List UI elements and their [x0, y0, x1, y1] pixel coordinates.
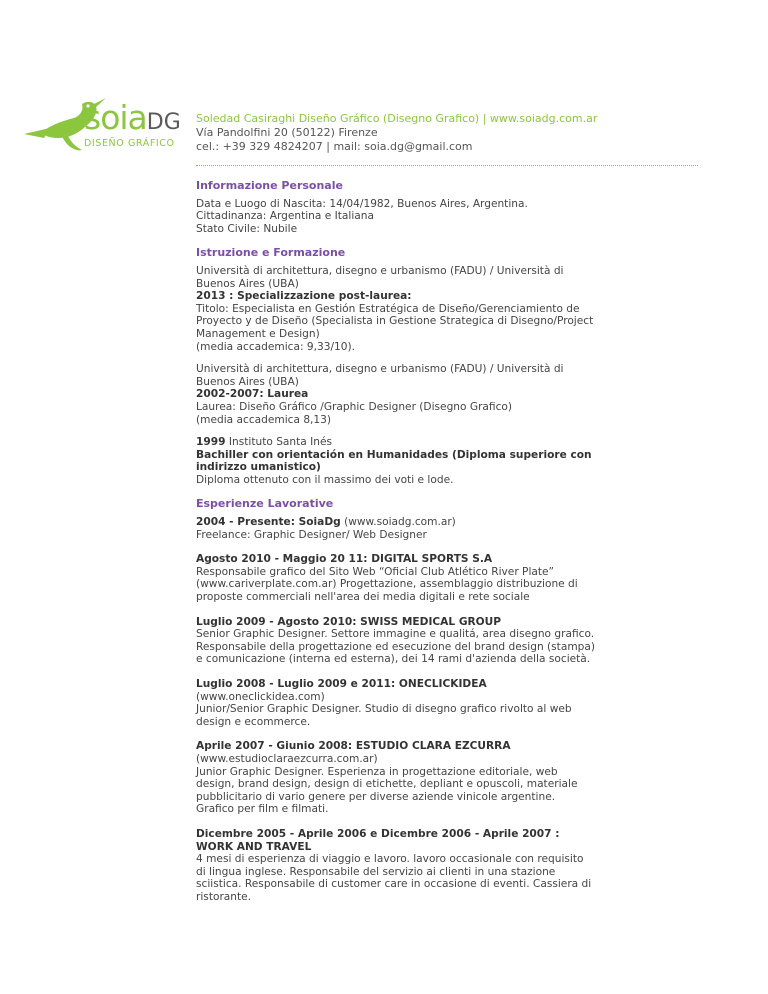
contact-header — [196, 112, 597, 154]
edu-institution-line: 1999 Instituto Santa Inés — [196, 436, 333, 449]
section-personal — [196, 180, 596, 235]
job-entry — [196, 828, 596, 904]
edu-heading: Bachiller con orientación en Humanidades (Diploma superiore con indirizzo umanistico) — [196, 448, 592, 474]
job-heading: Aprile 2007 - Giunio 2008: ESTUDIO CLARA EZCURRA (www.estudioclaraezcurra.com.ar) — [196, 740, 511, 765]
cv-content — [196, 180, 596, 916]
header-line-name: Soledad Casiraghi Diseño Gráfico (Disegno Grafico) | www.soiadg.com.ar — [196, 112, 598, 125]
section-education — [196, 247, 596, 486]
job-description: Junior Graphic Designer. Esperienza in progettazione editoriale, web design, brand design, design di etichette, depliant e opuscoli, materiale pubblicitario di vario genere per diverse aziende vinicole argentine. Grafico per film e filmati. — [196, 765, 578, 816]
edu-institution: Università di architettura, disegno e urbanismo (FADU) / Università di Buenos Aires (UBA) — [196, 264, 564, 290]
job-heading: Luglio 2008 - Luglio 2009 e 2011: ONECLICKIDEA (www.oneclickidea.com) — [196, 678, 487, 703]
section-title: Istruzione e Formazione — [196, 246, 346, 260]
job-heading: 2004 - Presente: SoiaDg (www.soiadg.com.ar) — [196, 516, 456, 529]
header-divider — [196, 165, 698, 166]
job-description: Freelance: Graphic Designer/ Web Designer — [196, 528, 427, 541]
job-entry — [196, 740, 596, 816]
edu-description: Laurea: Diseño Gráfico /Graphic Designer (Disegno Grafico) — [196, 400, 513, 413]
header-line-contact: cel.: +39 329 4824207 | mail: soia.dg@gmail.com — [196, 140, 473, 153]
edu-description: Titolo: Especialista en Gestión Estratégica de Diseño/Gerenciamiento de Proyecto y de Diseño (Specialista in Gestione Strategica di Disegno/Project Management e Design) — [196, 302, 594, 340]
logo-wordmark: soiaDG — [84, 98, 181, 137]
logo-subtitle: DISEÑO GRÁFICO — [84, 138, 175, 149]
job-entry — [196, 678, 596, 728]
job-heading: Agosto 2010 - Maggio 20 11: DIGITAL SPORTS S.A — [196, 553, 493, 566]
personal-line: Data e Luogo di Nascita: 14/04/1982, Buenos Aires, Argentina. — [196, 197, 528, 210]
job-heading: Luglio 2009 - Agosto 2010: SWISS MEDICAL GROUP — [196, 615, 502, 628]
job-entry — [196, 516, 596, 541]
job-entry — [196, 616, 596, 666]
job-description: Responsabile grafico del Sito Web “Oficial Club Atlético River Plate” (www.cariverplate.com.ar) Progettazione, assemblaggio distribuzione di proposte commerciali nell'area dei media digitali e rete sociale — [196, 565, 578, 604]
section-work — [196, 498, 596, 903]
section-title: Esperienze Lavorative — [196, 497, 334, 511]
job-description: Senior Graphic Designer. Settore immagine e qualitá, area disegno grafico. Responsabile della progettazione ed esecuzione del brand design (stampa) e comunicazione (interna ed esterna), dei 14 rami d'azienda della società. — [196, 628, 595, 666]
edu-heading: 2002-2007: Laurea — [196, 388, 309, 401]
edu-heading: 2013 : Specializzazione post-laurea: — [196, 290, 412, 303]
personal-line: Cittadinanza: Argentina e Italiana — [196, 210, 374, 223]
personal-line: Stato Civile: Nubile — [196, 222, 298, 235]
edu-grade: (media accademica: 9,33/10). — [196, 340, 356, 353]
job-description: 4 mesi di esperienza di viaggio e lavoro. lavoro occasionale con requisito di lingua inglese. Responsabile del servizio ai clienti in una stazione sciistica. Responsabile di customer care in occasione di eventi. Cassiera di ristorante. — [196, 853, 592, 903]
section-title: Informazione Personale — [196, 179, 343, 192]
edu-institution: Università di architettura, disegno e urbanismo (FADU) / Università di Buenos Aires (UBA) — [196, 363, 564, 388]
job-entry — [196, 553, 596, 603]
job-heading: Dicembre 2005 - Aprile 2006 e Dicembre 2006 - Aprile 2007 : WORK AND TRAVEL — [196, 827, 560, 853]
job-description: Junior/Senior Graphic Designer. Studio di disegno grafico rivolto al web design e ecommerce. — [196, 703, 572, 728]
edu-description: Diploma ottenuto con il massimo dei voti e lode. — [196, 473, 454, 486]
header-line-address: Vía Pandolfini 20 (50122) Firenze — [196, 126, 378, 139]
edu-grade: (media accademica 8,13) — [196, 413, 332, 426]
